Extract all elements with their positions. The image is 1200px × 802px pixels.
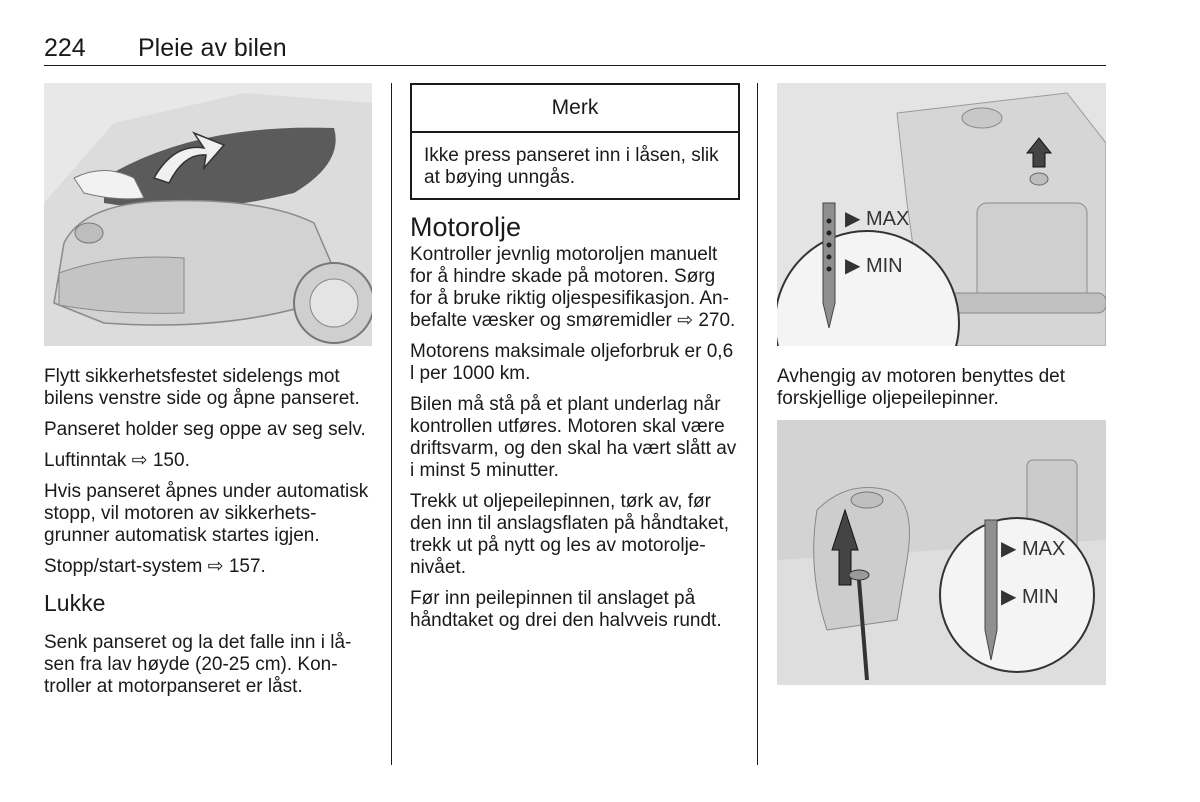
right-column: [777, 366, 1106, 419]
paragraph: Trekk ut oljepeilepinnen, tørk av, før den inn til anslagsflaten på håndtaket, trekk ut på nytt og les av motoroljenivået.: [410, 491, 730, 578]
paragraph: Flytt sikkerhetsfestet sidelengs mot bilens venstre side og åpne panseret.: [44, 366, 360, 409]
header-rule: [44, 65, 1106, 66]
paragraph: Hvis panseret åpnes under automatisk stopp, vil motoren av sikkerhetsgrunner automatisk startes igjen.: [44, 481, 369, 546]
paragraph: Luftinntak ⇨ 150.: [44, 450, 190, 471]
paragraph: Motorens maksimale oljeforbruk er 0,6 l per 1000 km.: [410, 341, 734, 384]
page-title: Pleie av bilen: [138, 34, 287, 62]
note-text: Ikke press panseret inn i låsen, slik at bøying unngås.: [424, 145, 719, 188]
section-heading-engine-oil: Motorolje: [410, 212, 522, 242]
dipstick-min-label: ▶ MIN: [845, 255, 903, 277]
dipstick-min-label-2: ▶ MIN: [1001, 586, 1059, 608]
left-column: [44, 366, 372, 707]
paragraph: Før inn peilepinnen til anslaget på håndtaket og drei den halvveis rundt.: [410, 588, 722, 631]
hood-release-illustration: [44, 83, 372, 346]
column-divider-left: [391, 83, 392, 765]
paragraph: Senk panseret og la det falle inn i låsen fra lav høyde (20-25 cm). Kontroller at motorpanseret er låst.: [44, 632, 352, 697]
section-heading-close: Lukke: [44, 590, 106, 616]
middle-column: [410, 212, 742, 641]
engine-dipstick-illustration-1: [777, 83, 1106, 346]
paragraph: Panseret holder seg oppe av seg selv.: [44, 419, 366, 440]
column-divider-right: [757, 83, 758, 765]
dipstick-max-label: ▶ MAX: [845, 208, 910, 230]
paragraph: Kontroller jevnlig motoroljen manuelt for å hindre skade på motoren. Sørg for å bruke riktig oljespesifikasjon. Anbefalte væsker og smøremidler ⇨ 270.: [410, 244, 736, 331]
note-box: [410, 83, 740, 200]
dipstick-max-label-2: ▶ MAX: [1001, 538, 1066, 560]
paragraph: Bilen må stå på et plant underlag når kontrollen utføres. Motoren skal være driftsvarm, og den skal ha vært slått av i minst 5 minutter.: [410, 394, 737, 481]
engine-dipstick-illustration-2: [777, 420, 1106, 685]
figure-caption: Avhengig av motoren benyttes det forskjellige oljepeilepinner.: [777, 366, 1066, 409]
note-title: Merk: [412, 85, 738, 133]
paragraph: Stopp/start-system ⇨ 157.: [44, 556, 266, 577]
page-number: 224: [44, 34, 86, 62]
